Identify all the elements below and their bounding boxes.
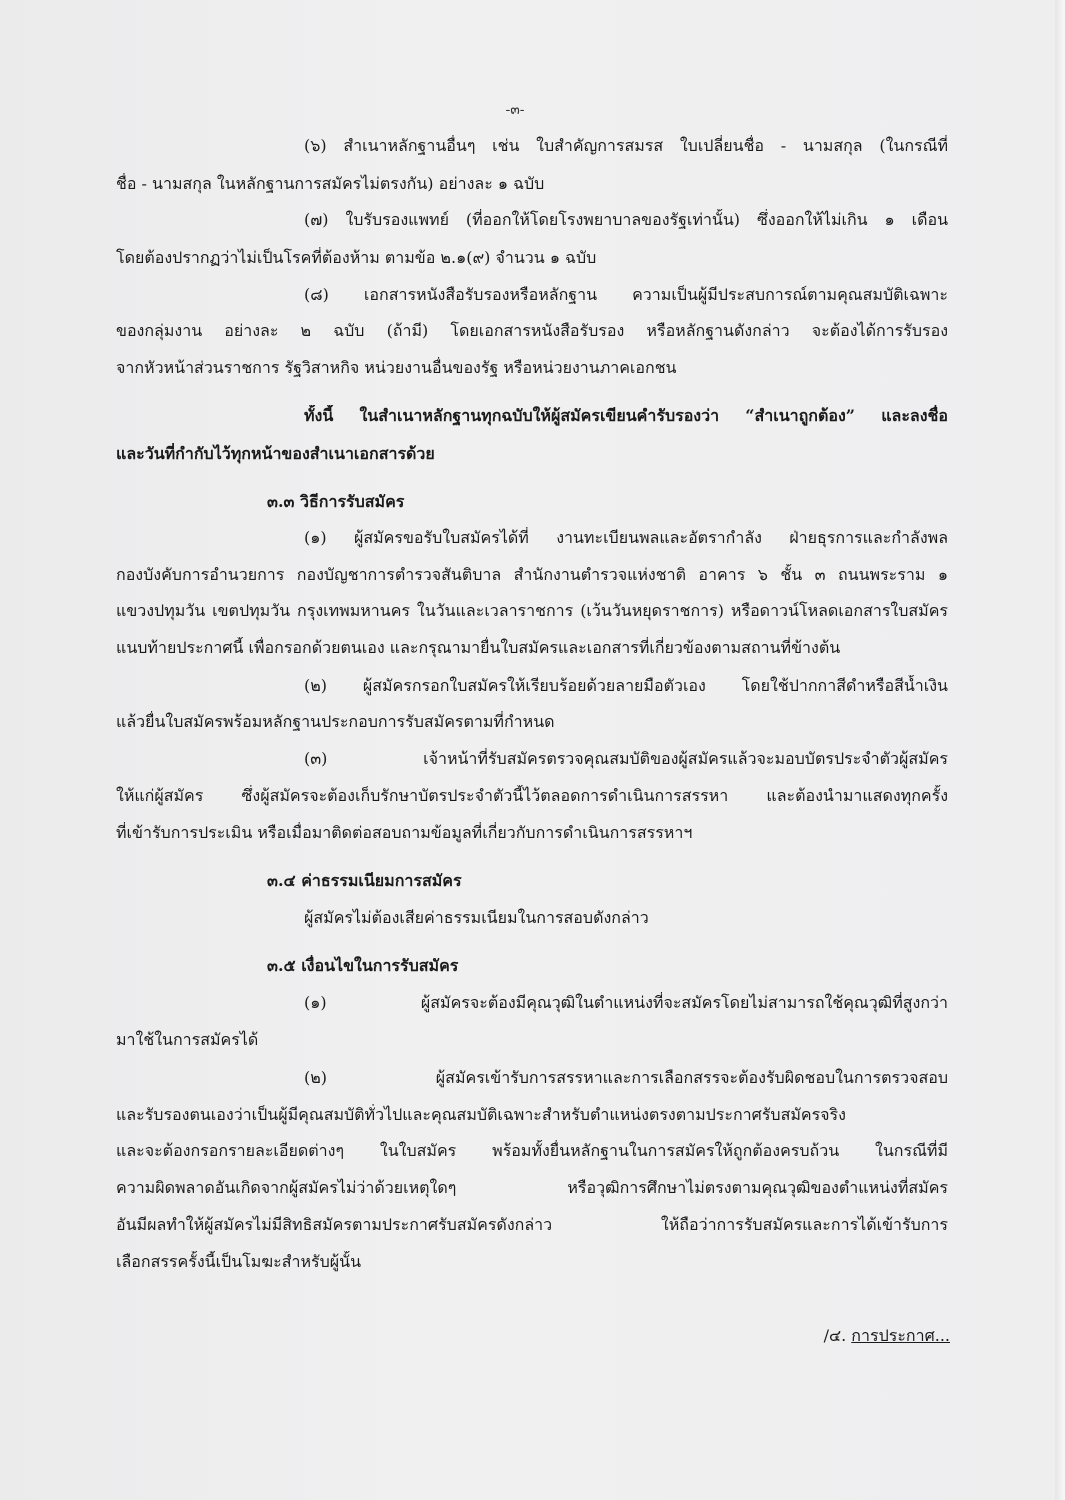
text-line: ที่เข้ารับการประเมิน หรือเมื่อมาติดต่อสอบถามข้อมูลที่เกี่ยวกับการดำเนินการสรรหาฯ	[116, 823, 693, 842]
text-line: ผู้สมัครไม่ต้องเสียค่าธรรมเนียมในการสอบดังกล่าว	[304, 908, 649, 927]
text-line: ของกลุ่มงาน อย่างละ ๒ ฉบับ (ถ้ามี) โดยเอกสารหนังสือรับรอง หรือหลักฐานดังกล่าว จะต้องได้การรับรอง	[116, 321, 948, 340]
text-line: กองบังคับการอำนวยการ กองบัญชาการตำรวจสันติบาล สำนักงานตำรวจแห่งชาติ อาคาร ๖ ชั้น ๓ ถนนพระราม ๑	[116, 565, 948, 584]
text-line: จากหัวหน้าส่วนราชการ รัฐวิสาหกิจ หน่วยงานอื่นของรัฐ หรือหน่วยงานภาคเอกชน	[116, 358, 677, 377]
text-line: ๓.๔ ค่าธรรมเนียมการสมัคร	[267, 871, 462, 890]
text-line: แขวงปทุมวัน เขตปทุมวัน กรุงเทพมหานคร ในวันและเวลาราชการ (เว้นวันหยุดราชการ) หรือดาวน์โหลดเอกสารใบสมัคร	[116, 601, 948, 620]
text-line: ทั้งนี้ ในสำเนาหลักฐานทุกฉบับให้ผู้สมัครเขียนคำรับรองว่า “สำเนาถูกต้อง” และลงชื่อ	[304, 406, 948, 425]
footer-prefix: /๔.	[823, 1326, 852, 1345]
continuation-footer	[800, 1325, 950, 1347]
text-line: ๓.๕ เงื่อนไขในการรับสมัคร	[267, 956, 459, 975]
text-line: (๑) ผู้สมัครขอรับใบสมัครได้ที่ งานทะเบียนพลและอัตรากำลัง ฝ่ายธุรการและกำลังพล	[304, 528, 948, 547]
text-line: (๓) เจ้าหน้าที่รับสมัครตรวจคุณสมบัติของผู้สมัครแล้วจะมอบบัตรประจำตัวผู้สมัคร	[304, 749, 948, 768]
text-line: (๘) เอกสารหนังสือรับรองหรือหลักฐาน ความเป็นผู้มีประสบการณ์ตามคุณสมบัติเฉพาะ	[304, 285, 948, 304]
text-line: (๑) ผู้สมัครจะต้องมีคุณวุฒิในตำแหน่งที่จะสมัครโดยไม่สามารถใช้คุณวุฒิที่สูงกว่า	[304, 993, 948, 1012]
text-line: แล้วยื่นใบสมัครพร้อมหลักฐานประกอบการรับสมัครตามที่กำหนด	[116, 712, 555, 731]
text-line: (๗) ใบรับรองแพทย์ (ที่ออกให้โดยโรงพยาบาลของรัฐเท่านั้น) ซึ่งออกให้ไม่เกิน ๑ เดือน	[304, 210, 948, 229]
text-line: ความผิดพลาดอันเกิดจากผู้สมัครไม่ว่าด้วยเหตุใดๆ หรือวุฒิการศึกษาไม่ตรงตามคุณวุฒิของตำแหน่งที่สมัคร	[116, 1178, 948, 1197]
text-line: แนบท้ายประกาศนี้ เพื่อกรอกด้วยตนเอง และกรุณามายื่นใบสมัครและเอกสารที่เกี่ยวข้องตามสถานที่ข้างต้น	[116, 638, 841, 657]
text-line: และจะต้องกรอกรายละเอียดต่างๆ ในใบสมัคร พร้อมทั้งยื่นหลักฐานในการสมัครให้ถูกต้องครบถ้วน ในกรณีที่มี	[116, 1141, 948, 1160]
text-line: โดยต้องปรากฏว่าไม่เป็นโรคที่ต้องห้าม ตามข้อ ๒.๑(๙) จำนวน ๑ ฉบับ	[116, 248, 597, 267]
text-line: และวันที่กำกับไว้ทุกหน้าของสำเนาเอกสารด้วย	[116, 444, 435, 463]
footer-next-section: การประกาศ...	[851, 1326, 950, 1345]
text-line: อันมีผลทำให้ผู้สมัครไม่มีสิทธิสมัครตามประกาศรับสมัครดังกล่าว ให้ถือว่าการรับสมัครและการได้เข้ารับการ	[116, 1215, 948, 1234]
text-line: ชื่อ - นามสกุล ในหลักฐานการสมัครไม่ตรงกัน) อย่างละ ๑ ฉบับ	[116, 174, 545, 193]
text-line: ๓.๓ วิธีการรับสมัคร	[267, 492, 405, 511]
text-line: (๒) ผู้สมัครเข้ารับการสรรหาและการเลือกสรรจะต้องรับผิดชอบในการตรวจสอบ	[304, 1068, 948, 1087]
text-line: (๖) สำเนาหลักฐานอื่นๆ เช่น ใบสำคัญการสมรส ใบเปลี่ยนชื่อ - นามสกุล (ในกรณีที่	[304, 136, 948, 155]
page-number: -๓-	[505, 102, 525, 118]
text-line: เลือกสรรครั้งนี้เป็นโมฆะสำหรับผู้นั้น	[116, 1252, 362, 1271]
text-line: และรับรองตนเองว่าเป็นผู้มีคุณสมบัติทั่วไปและคุณสมบัติเฉพาะสำหรับตำแหน่งตรงตามประกาศรับสมัครจริง	[116, 1105, 846, 1124]
text-line: ให้แก่ผู้สมัคร ซึ่งผู้สมัครจะต้องเก็บรักษาบัตรประจำตัวนี้ไว้ตลอดการดำเนินการสรรหา และต้องนำมาแสดงทุกครั้ง	[116, 786, 948, 805]
text-line: (๒) ผู้สมัครกรอกใบสมัครให้เรียบร้อยด้วยลายมือตัวเอง โดยใช้ปากกาสีดำหรือสีน้ำเงิน	[304, 676, 948, 695]
text-line: มาใช้ในการสมัครได้	[116, 1030, 259, 1049]
